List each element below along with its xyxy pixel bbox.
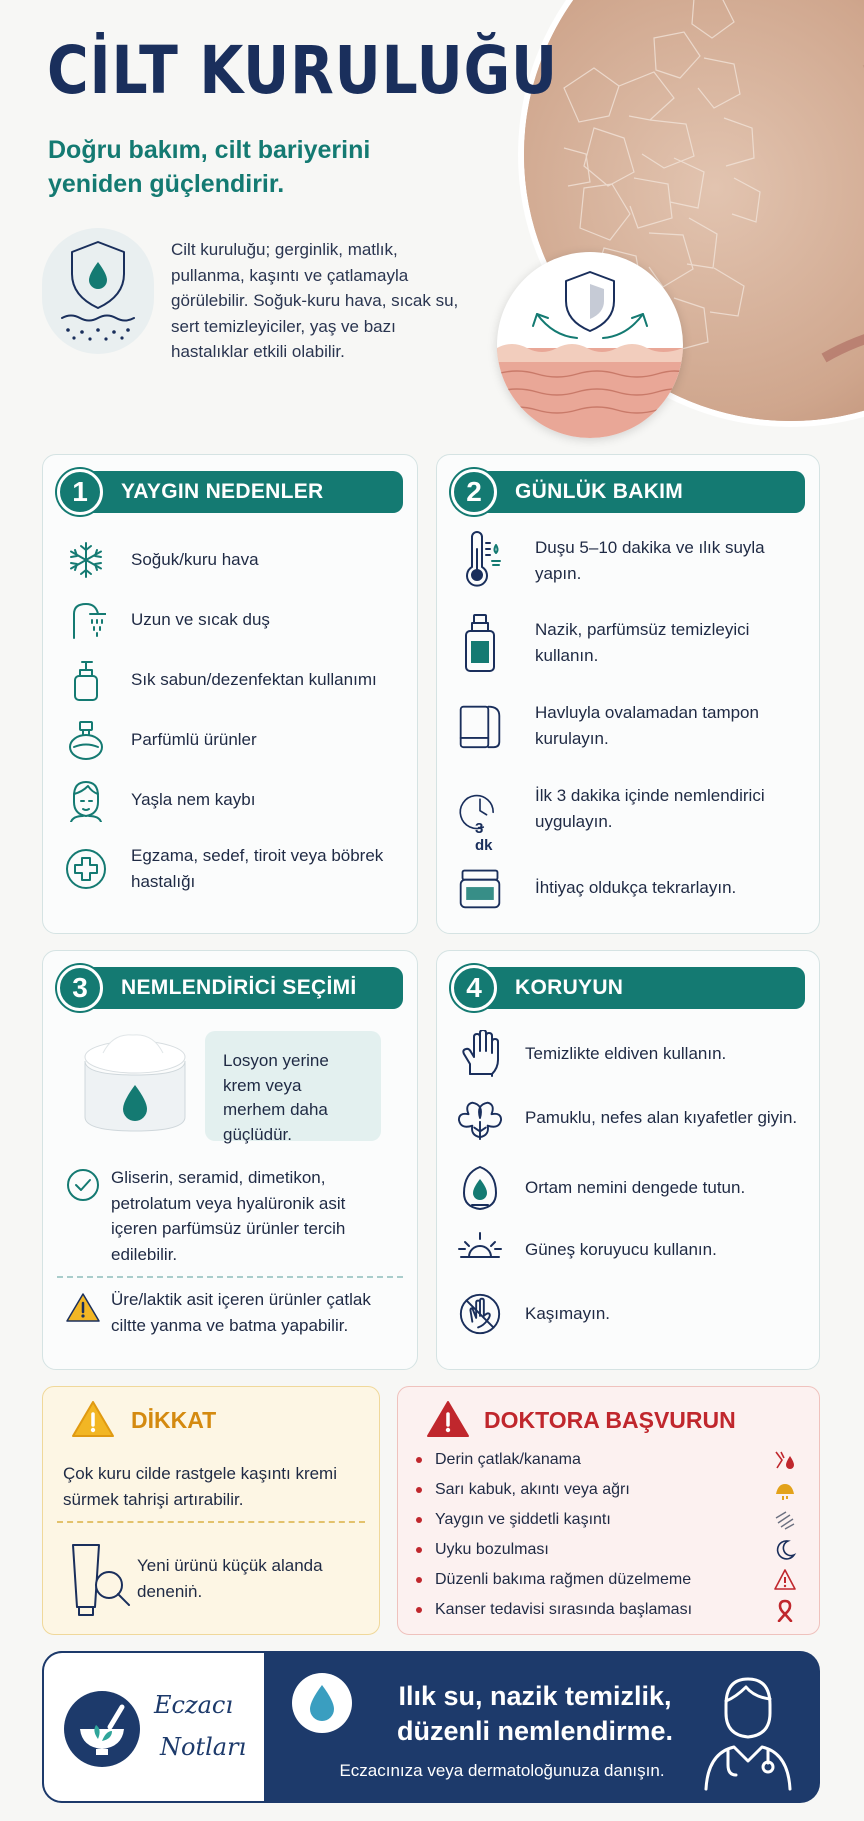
- card-daily-care: [436, 454, 820, 934]
- item-text: Sarı kabuk, akıntı veya ağrı: [435, 1481, 630, 1498]
- item-text: Parfümlü ürünler: [131, 730, 257, 750]
- caution-tip: Yeni ürünü küçük alanda deneniṅ.: [137, 1556, 323, 1601]
- divider: [57, 1276, 403, 1278]
- footer-headline: Ilık su, nazik temizlik, düzenli nemlendirme.: [396, 1681, 674, 1747]
- item-text: Pamuklu, nefes alan kıyafetler giyin.: [525, 1108, 798, 1128]
- card-title: YAYGIN NEDENLER: [121, 480, 324, 503]
- item-text: Yaşla nem kaybı: [131, 790, 256, 810]
- notes-line2: Notları: [160, 1733, 247, 1761]
- item-text: Duşu 5–10 dakika ve ılık suyla yapın.: [535, 538, 765, 583]
- list-item: [63, 717, 403, 763]
- see-doctor-box: [397, 1386, 820, 1635]
- moon-icon: [773, 1538, 797, 1562]
- list-item: [457, 1291, 805, 1337]
- page-subtitle: Doğru bakım, cilt bariyerini yeniden güçlendirir.: [48, 136, 371, 198]
- alert-icon: [773, 1568, 797, 1592]
- item-text: Uyku bozulması: [435, 1541, 549, 1558]
- cream-jar-image: [65, 1027, 215, 1147]
- cleanser-bottle-icon: [457, 620, 503, 666]
- list-item: [457, 1165, 805, 1211]
- list-item: [416, 1481, 805, 1499]
- card-header: [451, 469, 805, 515]
- item-text: İhtiyaç oldukça tekrarlayın.: [535, 878, 737, 898]
- page-title: CİLT KURULUĞU: [47, 32, 559, 109]
- caution-box: [42, 1386, 380, 1635]
- alert-icon: [426, 1399, 470, 1439]
- list-item: [63, 777, 403, 823]
- item-text: Yaygın ve şiddetli kaşıntı: [435, 1511, 611, 1528]
- item-text: İlk 3 dakika içinde nemlendirici uygulayın.: [535, 786, 765, 831]
- warning-item: [63, 1287, 403, 1338]
- list-item: [457, 1227, 805, 1273]
- item-text: Derin çatlak/kanama: [435, 1451, 581, 1468]
- list-item: [457, 700, 805, 751]
- itch-icon: [773, 1508, 797, 1532]
- thermometer-icon: [457, 538, 503, 584]
- card-protect: [436, 950, 820, 1370]
- notes-line1: Eczacı: [154, 1691, 234, 1719]
- glove-icon: [457, 1031, 503, 1077]
- step-number: 3: [57, 965, 103, 1011]
- card-title: NEMLENDİRİCİ SEÇİMİ: [121, 976, 357, 999]
- caution-title: DİKKAT: [131, 1407, 217, 1433]
- item-text: Nazik, parfümsüz temizleyici kullanın.: [535, 620, 750, 665]
- item-text: Kanser tedavisi sırasında başlaması: [435, 1601, 693, 1618]
- item-text: Egzama, sedef, tiroit veya böbrek hastalığı: [131, 846, 384, 891]
- list-item: [457, 535, 805, 586]
- list-item: [416, 1541, 805, 1559]
- list-item: [63, 657, 403, 703]
- water-drop-icon: [290, 1671, 354, 1735]
- no-scratch-icon: [457, 1291, 503, 1337]
- see-doctor-title: DOKTORA BAŞVURUN: [484, 1407, 736, 1433]
- ribbon-icon: [773, 1598, 797, 1622]
- item-text: Uzun ve sıcak duş: [131, 610, 270, 630]
- item-text: Sık sabun/dezenfektan kullanımı: [131, 670, 377, 690]
- list-item: [63, 843, 403, 894]
- footer-banner: [42, 1651, 820, 1803]
- item-text: Kaşımayın.: [525, 1304, 611, 1324]
- step-number: 2: [451, 469, 497, 515]
- list-item: [416, 1511, 805, 1529]
- step-number: 4: [451, 965, 497, 1011]
- humidifier-icon: [457, 1165, 503, 1211]
- check-circle-icon: [63, 1165, 103, 1205]
- warning-text: Üre/laktik asit içeren ürünler çatlak ciltte yanma ve batma yapabilir.: [111, 1290, 371, 1335]
- list-item: [63, 597, 403, 643]
- intro-text: Cilt kuruluğu; gerginlik, matlık, pullanma, kaşıntı ve çatlamayla görülebilir. Soğuk-kuru hava, sıcak su, sert temizleyiciler, yaş ve bazı hastalıklar etkili olabilir.: [171, 240, 459, 361]
- list-item: [457, 1031, 805, 1077]
- bleeding-icon: [773, 1448, 797, 1472]
- item-text: Düzenli bakıma rağmen düzelmeme: [435, 1571, 692, 1588]
- cream-jar-icon: [457, 865, 503, 911]
- list-item: [416, 1601, 805, 1619]
- hero-section: [0, 0, 864, 450]
- pharmacist-notes-badge: [42, 1651, 266, 1803]
- list-item: [457, 617, 805, 668]
- skin-shield-icon: [42, 228, 154, 354]
- soap-bottle-icon: [63, 657, 109, 703]
- medical-cross-icon: [63, 846, 109, 892]
- check-item: [63, 1165, 403, 1267]
- sun-icon: [457, 1227, 503, 1273]
- shower-icon: [63, 597, 109, 643]
- timer-label: 3 dk: [475, 819, 493, 854]
- list-item: [416, 1571, 805, 1589]
- item-text: Güneş koruyucu kullanın.: [525, 1240, 717, 1260]
- card-title: GÜNLÜK BAKIM: [515, 480, 684, 503]
- cotton-icon: [457, 1095, 503, 1141]
- list-item: [63, 537, 403, 583]
- caution-text: Çok kuru cilde rastgele kaşıntı kremi sürmek tahrişi artırabilir.: [63, 1464, 337, 1509]
- footer-subtext: Eczacınıza veya dermatoloğunuza danışın.: [339, 1761, 665, 1780]
- card-moisturizer-choice: [42, 950, 418, 1370]
- card-header: [451, 965, 805, 1011]
- mortar-pestle-icon: [62, 1689, 142, 1769]
- tube-magnifier-icon: [63, 1535, 133, 1619]
- list-item: [457, 783, 805, 854]
- list-item: [457, 865, 805, 911]
- towel-icon: [457, 703, 503, 749]
- item-text: Ortam nemini dengede tutun.: [525, 1178, 746, 1198]
- crust-icon: [773, 1478, 797, 1502]
- list-item: [457, 1095, 805, 1141]
- check-text: Gliserin, seramid, dimetikon, petrolatum veya hyalüronik asit içeren parfümsüz ürünler tercih edilebilir.: [111, 1168, 346, 1264]
- tip-box: Losyon yerine krem veya merhem daha güçlüdür.: [205, 1031, 381, 1141]
- card-header: [57, 469, 403, 515]
- doctor-icon: [698, 1667, 798, 1791]
- face-icon: [63, 777, 109, 823]
- item-text: Temizlikte eldiven kullanın.: [525, 1044, 727, 1064]
- card-title: KORUYUN: [515, 976, 624, 999]
- perfume-icon: [63, 717, 109, 763]
- card-common-causes: [42, 454, 418, 934]
- timer-icon: [457, 786, 503, 854]
- warning-icon: [63, 1287, 103, 1327]
- skin-layer-illustration: [497, 252, 683, 438]
- warning-icon: [71, 1399, 115, 1439]
- list-item: [416, 1451, 805, 1469]
- card-header: [57, 965, 403, 1011]
- snowflake-icon: [63, 537, 109, 583]
- step-number: 1: [57, 469, 103, 515]
- item-text: Soğuk/kuru hava: [131, 550, 259, 570]
- divider: [57, 1521, 365, 1523]
- item-text: Havluyla ovalamadan tampon kurulayın.: [535, 703, 759, 748]
